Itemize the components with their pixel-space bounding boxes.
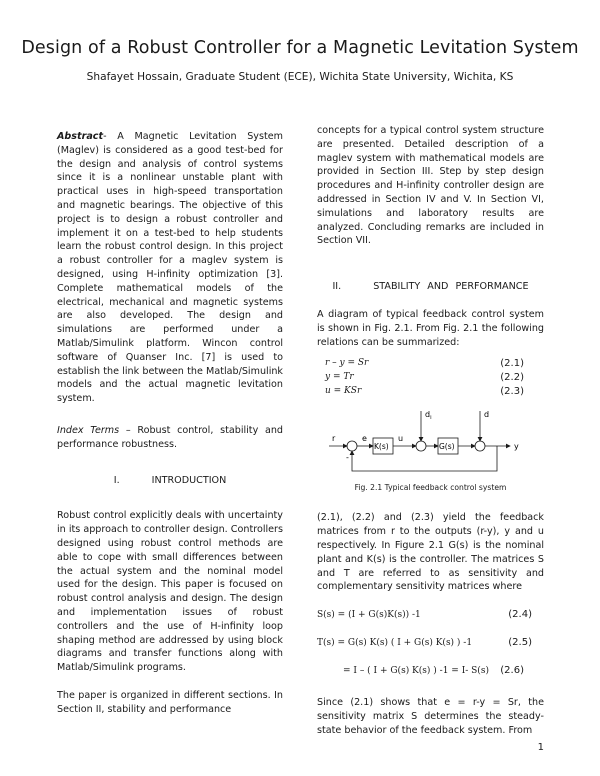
abstract-paragraph bbox=[57, 130, 283, 406]
equation-2-1: r – y = Sr (2.1) bbox=[325, 358, 524, 370]
section-heading-introduction: I. INTRODUCTION bbox=[113, 474, 227, 486]
intro-paragraph-2: The paper is organized in different sections. In Section II, stability and performance bbox=[57, 689, 283, 715]
right-column bbox=[317, 124, 544, 738]
abstract-label: Abstract bbox=[57, 131, 104, 142]
controller-label: K(s) bbox=[374, 442, 389, 452]
paper-title: Design of a Robust Controller for a Magnetic Levitation System bbox=[21, 38, 579, 58]
summing-junction-3 bbox=[475, 441, 485, 451]
equation-2-4: S(s) = (I + G(s)K(s)) -1 (2.4) bbox=[317, 609, 532, 621]
plant-label: G(s) bbox=[439, 442, 455, 452]
index-terms-text: – Robust control, stability and performance robustness. bbox=[57, 424, 283, 450]
signal-y-label: y bbox=[514, 442, 519, 452]
index-terms-label: Index Terms bbox=[57, 424, 120, 436]
equation-2-6: = I – ( I + G(s) K(s) ) -1 = I- S(s) (2.6) bbox=[343, 665, 524, 677]
disturbance-d-label: d bbox=[484, 410, 490, 420]
index-terms-paragraph bbox=[57, 424, 283, 452]
section2-paragraph-1: A diagram of typical feedback control system is shown in Fig. 2.1. From Fig. 2.1 the following relations can be summarized: bbox=[317, 308, 544, 348]
author-line: Shafayet Hossain, Graduate Student (ECE), Wichita State University, Wichita, KS bbox=[86, 71, 514, 83]
abstract-text: - A Magnetic Levitation System (Maglev) is considered as a good test-bed for the design and analysis of control systems since it is a nonlinear unstable plant with practical uses in high-speed transportation and magnetic bearings. The objective of this project is to design a robust controller and implement it on a test-bed to help students learn the robust control design. In this project a robust controller for a maglev system is designed, using H-infinity optimization [3]. Complete mathematical models of the electrical, mechanical and magnetic systems are also developed. The design and simulations are performed under a Matlab/Simulink platform. Wincon control software of Quanser Inc. [7] is used to establish the link between the Matlab/Simulink models and the actual magnetic levitation system. bbox=[57, 131, 283, 405]
minus-sign: - bbox=[346, 453, 349, 463]
equation-2-2: y = Tr (2.2) bbox=[325, 372, 524, 384]
signal-u-label: u bbox=[398, 434, 404, 444]
page-number: 1 bbox=[537, 742, 544, 753]
disturbance-di-label: $d_i$ bbox=[425, 410, 432, 422]
section2-paragraph-2: (2.1), (2.2) and (2.3) yield the feedback matrices from r to the outputs (r-y), y and u respectively. In Figure 2.1 G(s) is the nominal plant and K(s) is the controller. The matrices S and T are referred to as sensitivity and complementary sensitivity matrices where bbox=[317, 512, 544, 593]
signal-e-label: e bbox=[362, 434, 367, 444]
figure-caption: Fig. 2.1 Typical feedback control system bbox=[354, 483, 507, 493]
left-column bbox=[57, 130, 283, 716]
intro-paragraph-1: Robust control explicitly deals with uncertainty in its approach to controller design. Controllers designed using robust control methods are able to cope with small differences between the actual system and the nominal model used for the design. This paper is focused on robust control analysis and design. The design and implementation issues of robust controllers and the use of H-infinity loop shaping method are addressed by using block diagrams and transfer functions along with Matlab/Simulink programs. bbox=[57, 510, 283, 674]
feedback-block-diagram bbox=[317, 403, 544, 481]
section2-paragraph-3: Since (2.1) shows that e = r-y = Sr, the sensitivity matrix S determines the steady-state behavior of the feedback system. From bbox=[317, 697, 544, 736]
equation-2-3: u = KSr (2.3) bbox=[325, 386, 524, 398]
summing-junction-2 bbox=[416, 441, 426, 451]
summing-junction-1 bbox=[347, 441, 357, 451]
equation-2-5: T(s) = G(s) K(s) ( I + G(s) K(s) ) -1 (2.5) bbox=[317, 637, 532, 649]
signal-r-label: r bbox=[332, 434, 336, 444]
continued-paragraph: concepts for a typical control system structure are presented. Detailed description of a maglev system with mathematical models are provided in Section III. Step by step design procedures and H-infinity controller design are addressed in Section IV and V. In Section VI, simulations and laboratory results are analyzed. Concluding remarks are included in Section VII. bbox=[317, 125, 544, 247]
section-heading-stability: II. STABILITY AND PERFORMANCE bbox=[332, 281, 529, 293]
